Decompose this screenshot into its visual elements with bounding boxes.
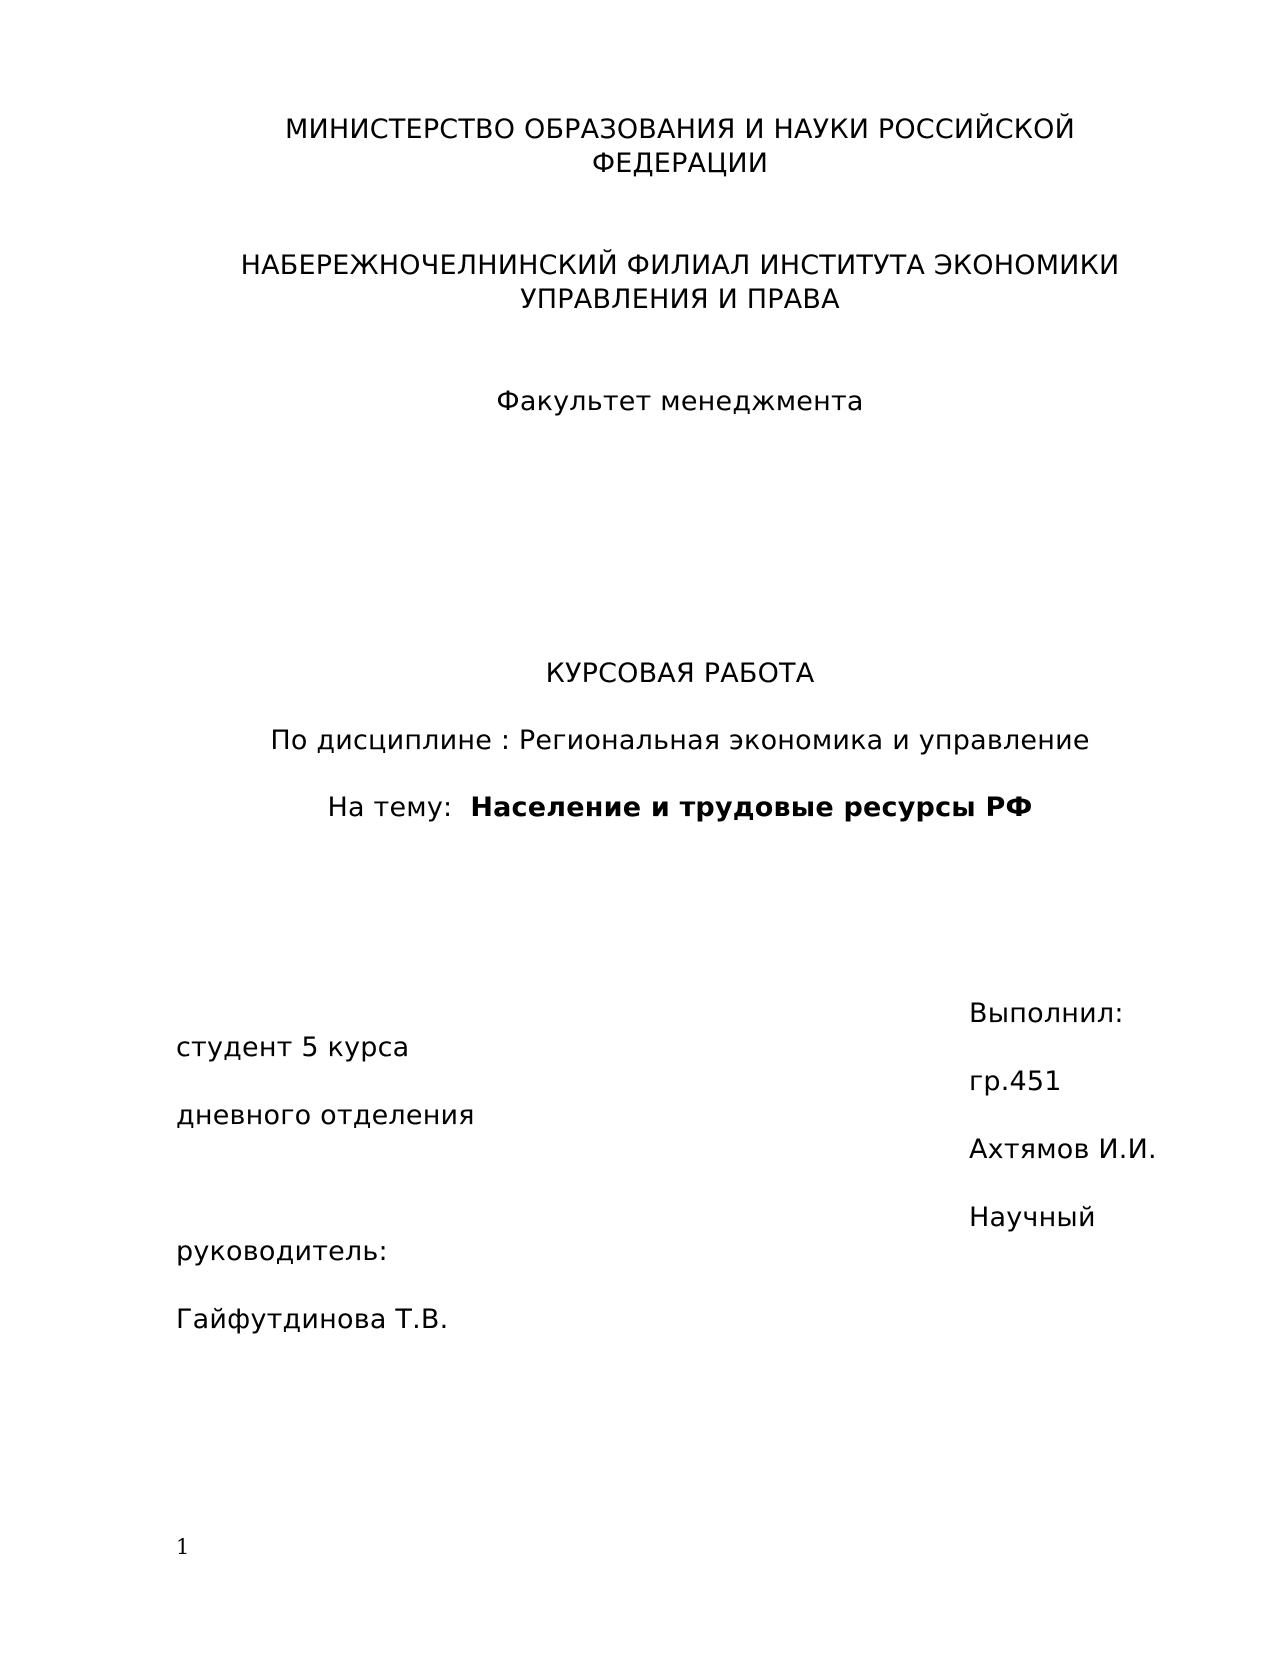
supervisor-label-line-1: Научный	[969, 1202, 1096, 1233]
branch-line-2: УПРАВЛЕНИЯ И ПРАВА	[520, 284, 840, 315]
faculty-name: Факультет менеджмента	[496, 386, 864, 417]
student-course: студент 5 курса	[176, 1032, 410, 1063]
ministry-line-2: ФЕДЕРАЦИИ	[591, 148, 769, 179]
student-group: гр.451	[969, 1066, 1062, 1097]
student-department: дневного отделения	[176, 1100, 475, 1131]
ministry-line-1: МИНИСТЕРСТВО ОБРАЗОВАНИЯ И НАУКИ РОССИЙСКОЙ	[285, 114, 1075, 145]
performed-label: Выполнил:	[969, 998, 1124, 1029]
work-type-title: КУРСОВАЯ РАБОТА	[545, 658, 815, 689]
branch-line-1: НАБЕРЕЖНОЧЕЛНИНСКИЙ ФИЛИАЛ ИНСТИТУТА ЭКОНОМИКИ	[240, 250, 1120, 281]
topic-line	[0, 791, 1280, 825]
page-number: 1	[176, 1535, 190, 1559]
supervisor-name: Гайфутдинова Т.В.	[176, 1304, 449, 1335]
student-name: Ахтямов И.И.	[969, 1134, 1157, 1165]
discipline-line: По дисциплине : Региональная экономика и управление	[270, 725, 1090, 756]
topic-label: На тему:	[327, 792, 453, 823]
topic-value: Население и трудовые ресурсы РФ	[470, 792, 1033, 823]
supervisor-label-line-2: руководитель:	[176, 1236, 388, 1267]
